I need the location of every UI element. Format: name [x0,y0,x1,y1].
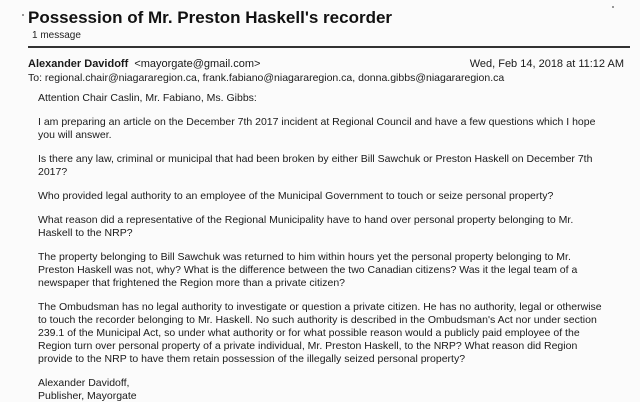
body-paragraph: Attention Chair Caslin, Mr. Fabiano, Ms. Gibbs: [38,92,257,104]
body-paragraph: The Ombudsman has no legal authority to investigate or question a private citizen. He has no authority, legal or otherwise to touch the recorder belonging to Mr. Haskell. No such authority is described in the Ombudsman's Act nor under section 239.1 of the Municipal Act, so under what authority or for what possible reason would a publicly paid employee of the Region turn over personal property of a private individual, Mr. Preston Haskell, to the NRP? What reason did Region provide to the NRP to have them retain possession of the illegally seized personal property? [38,301,602,365]
body-paragraph: Is there any law, criminal or municipal that had been broken by either Bill Sawchuk or Preston Haskell on December 7th 2017? [38,153,593,178]
email-body [38,92,603,403]
sender-email: <mayorgate@gmail.com> [134,58,261,70]
header-divider [28,46,630,48]
sender-name: Alexander Davidoff [28,58,129,70]
body-paragraph: Who provided legal authority to an employee of the Municipal Government to touch or seize personal property? [38,190,554,202]
scan-speck [612,6,614,8]
sender-row [28,58,624,70]
body-paragraph: The property belonging to Bill Sawchuk was returned to him within hours yet the personal property belonging to Mr. Preston Haskell was not, why? What is the difference between the two Canadian citizens? Was it the legal team of a newspaper that frightened the Region more than a private citizen? [38,251,578,289]
recipients-row: To: regional.chair@niagararegion.ca, frank.fabiano@niagararegion.ca, donna.gibbs@niagararegion.ca [28,72,505,84]
scan-speck [22,14,24,16]
body-paragraph: I am preparing an article on the December 7th 2017 incident at Regional Council and have a few questions which I hope you will answer. [38,116,596,141]
signature-name: Alexander Davidoff, [38,377,130,389]
body-paragraph: What reason did a representative of the Regional Municipality have to hand over personal property belonging to Mr. Haskell to the NRP? [38,214,574,239]
message-count: 1 message [32,30,81,41]
signature-title: Publisher, Mayorgate [38,390,137,402]
email-date: Wed, Feb 14, 2018 at 11:12 AM [469,58,624,70]
email-subject: Possession of Mr. Preston Haskell's recorder [28,8,393,27]
